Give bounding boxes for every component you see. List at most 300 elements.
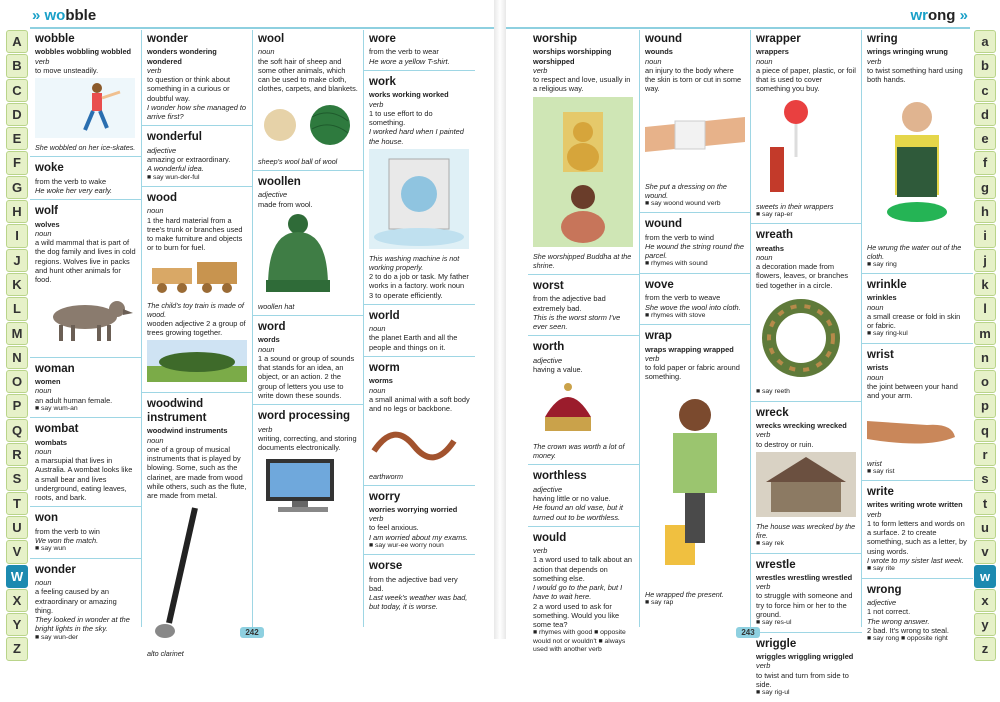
dictionary-entry <box>862 278 973 344</box>
pronunciation: ■ say wun <box>35 545 66 553</box>
headword: wrestle <box>756 558 796 571</box>
headword: wobble <box>35 33 75 45</box>
tab-O[interactable]: O <box>6 370 28 393</box>
left-alphabet-tabs <box>6 30 28 661</box>
dictionary-entry <box>528 340 639 465</box>
definition: from the adjective bad very bad. <box>369 574 458 593</box>
right-header <box>506 5 970 29</box>
wool-illustration <box>258 97 359 154</box>
tab-r[interactable]: r <box>974 443 996 466</box>
computer-illustration <box>258 455 359 517</box>
left-column-3 <box>252 30 364 627</box>
dictionary-entry <box>30 563 141 646</box>
right-page-number: 243 <box>736 627 760 638</box>
headword: won <box>35 512 58 525</box>
gutter <box>494 0 506 639</box>
tab-I[interactable]: I <box>6 224 28 247</box>
part-of-speech: noun <box>35 228 52 238</box>
definition: a wild mammal that is part of the dog family and lives in cold regions. Wolves live in packs and hunt other animals for food. <box>35 238 136 285</box>
dictionary-entry <box>30 204 141 357</box>
headword: wore <box>369 33 396 45</box>
word-forms: wrestles wrestling wrestled <box>756 572 853 582</box>
clarinet-illustration <box>147 503 248 645</box>
left-page <box>0 0 494 658</box>
part-of-speech: verb <box>35 56 50 66</box>
tab-f[interactable]: f <box>974 151 996 174</box>
dictionary-entry <box>364 32 475 71</box>
part-of-speech: noun <box>147 206 164 216</box>
part-of-speech: noun <box>867 302 884 312</box>
house-illustration <box>756 452 857 519</box>
word-forms: wrings wringing wrung <box>867 47 948 57</box>
word-forms: works working worked <box>369 90 449 100</box>
headword: wonderful <box>147 131 202 144</box>
tab-H[interactable]: H <box>6 200 28 223</box>
pronunciation: ■ say ring-kul <box>867 330 908 338</box>
definition: to destroy or ruin. <box>756 439 814 449</box>
tab-w[interactable]: w <box>974 565 996 588</box>
hat-illustration <box>258 212 359 299</box>
dictionary-entry <box>142 130 253 187</box>
word-forms: wriggles wriggling wriggled <box>756 652 854 662</box>
tab-p[interactable]: p <box>974 394 996 417</box>
definition: one of a group of musical instruments that is played by blowing. Some, such as the clarinet, are made from wood while others, such as the flute, are made from metal. <box>147 444 247 501</box>
definition: to respect and love, usually in a religious way. <box>533 75 631 94</box>
dictionary-entry <box>528 279 639 336</box>
headword: wriggle <box>756 637 797 650</box>
tab-B[interactable]: B <box>6 54 28 77</box>
definition: 1 to form letters and words on a surface. 2 to create something, such as a letter, by using words. <box>867 518 967 556</box>
tab-P[interactable]: P <box>6 394 28 417</box>
definition: 1 to use effort to do something. <box>369 108 433 127</box>
word-forms: wraps wrapping wrapped <box>645 344 734 354</box>
part-of-speech: adjective <box>533 355 563 365</box>
headword: woollen <box>258 175 301 188</box>
definition: to twist and turn from side to side. <box>756 670 849 689</box>
definition: a small crease or fold in skin or fabric. <box>867 311 961 331</box>
train-illustration <box>147 256 248 298</box>
pronunciation: ■ say wur-ee worry noun <box>369 541 444 549</box>
headword: wove <box>645 278 674 291</box>
caption: The child's toy train is made of wood. <box>147 300 244 319</box>
part-of-speech: adjective <box>147 145 177 155</box>
pronunciation: ■ rhymes with sound <box>645 260 708 268</box>
headword: wound <box>645 33 683 45</box>
dictionary-entry <box>30 422 141 507</box>
dictionary-entry <box>253 175 364 316</box>
part-of-speech: adjective <box>533 484 563 494</box>
tab-e[interactable]: e <box>974 127 996 150</box>
headword: woman <box>35 362 75 375</box>
tab-Q[interactable]: Q <box>6 419 28 442</box>
pronunciation: ■ say rist <box>867 467 895 475</box>
dictionary-entry <box>751 637 862 702</box>
definition: the joint between your hand and your arm. <box>867 381 958 401</box>
word-forms: worms <box>369 376 393 386</box>
part-of-speech: verb <box>756 430 771 440</box>
tab-j[interactable]: j <box>974 249 996 272</box>
left-column-1 <box>30 30 141 641</box>
example: I would go to the park, but I have to wait here. <box>533 583 623 602</box>
word-forms: wrinkles <box>867 293 897 303</box>
headword: wound <box>645 218 683 231</box>
dictionary-entry <box>862 348 973 481</box>
dictionary-entry <box>862 32 973 274</box>
right-guide-word: wrong » <box>910 7 968 24</box>
caption: The crown was worth a lot of money. <box>533 442 625 461</box>
pronunciation: ■ say rite <box>867 565 895 573</box>
example: He found an old vase, but it turned out to be worthless. <box>533 503 623 522</box>
wrapman-illustration <box>645 385 746 587</box>
caption: The house was wrecked by the fire. <box>756 522 856 541</box>
dictionary-entry <box>862 583 973 648</box>
example: A wonderful idea. <box>147 164 204 174</box>
headword: worm <box>369 361 400 374</box>
headword: wrinkle <box>867 279 907 292</box>
tab-M[interactable]: M <box>6 322 28 345</box>
tab-X[interactable]: X <box>6 589 28 612</box>
part-of-speech: verb <box>867 56 882 66</box>
headword: worth <box>533 341 565 354</box>
dictionary-entry <box>528 32 639 275</box>
caption: He wrapped the present. <box>645 589 724 599</box>
example: I wrote to my sister last week. <box>867 555 964 565</box>
part-of-speech: noun <box>35 446 52 456</box>
example: I am worried about my exams. <box>369 532 468 542</box>
right-column-2 <box>639 30 751 627</box>
caption: alto clarinet <box>147 648 184 658</box>
part-of-speech: verb <box>147 65 162 75</box>
tab-K[interactable]: K <box>6 273 28 296</box>
tab-l[interactable]: l <box>974 297 996 320</box>
wobble-illustration <box>35 78 136 140</box>
tab-q[interactable]: q <box>974 419 996 442</box>
tab-x[interactable]: x <box>974 589 996 612</box>
headword: wrap <box>645 330 672 343</box>
headword: woke <box>35 162 64 175</box>
pronunciation: ■ say reeth <box>756 388 790 396</box>
definition-2: 2 to do a job or task. My father works in a factory. work noun 3 to operate efficiently. <box>369 272 469 300</box>
word-forms: writes writing wrote written <box>867 500 963 510</box>
right-alphabet-tabs <box>974 30 996 661</box>
dictionary-entry <box>751 558 862 633</box>
tab-L[interactable]: L <box>6 297 28 320</box>
dictionary-entry <box>30 161 141 200</box>
headword: worse <box>369 560 403 573</box>
example: I worked hard when I painted the house. <box>369 127 464 146</box>
definition: to struggle with someone and try to force him or her to the ground. <box>756 591 853 619</box>
tab-Y[interactable]: Y <box>6 613 28 636</box>
word-forms: wrists <box>867 363 889 373</box>
right-column-4 <box>861 30 973 643</box>
part-of-speech: verb <box>756 582 771 592</box>
definition: a feeling caused by an extraordinary or amazing thing. <box>35 587 117 615</box>
word-forms: wrecks wrecking wrecked <box>756 421 847 431</box>
part-of-speech: noun <box>867 372 884 382</box>
definition: 1 a sound or group of sounds that stands for an idea, an object, or an action. 2 the group of letters you use to write down these sounds. <box>258 353 355 400</box>
headword: wrapper <box>756 33 801 45</box>
definition: a small animal with a soft body and no legs or backbone. <box>369 394 470 413</box>
part-of-speech: verb <box>867 509 882 519</box>
caption: sheep's wool ball of wool <box>258 156 338 166</box>
tab-d[interactable]: d <box>974 103 996 126</box>
dictionary-entry <box>253 409 364 524</box>
part-of-speech: verb <box>369 99 384 109</box>
definition: made from wool. <box>258 199 313 209</box>
example: We won the match. <box>35 535 99 545</box>
word-forms: women <box>35 377 61 386</box>
tab-A[interactable]: A <box>6 30 28 53</box>
tab-J[interactable]: J <box>6 249 28 272</box>
pronunciation: ■ rhymes with stove <box>645 311 706 319</box>
left-page-number: 242 <box>240 627 264 638</box>
part-of-speech: noun <box>258 47 275 57</box>
pronunciation: ■ say rong ■ opposite right <box>867 635 948 643</box>
headword: worst <box>533 279 564 292</box>
dictionary-entry <box>364 75 475 305</box>
tab-c[interactable]: c <box>974 79 996 102</box>
headword: wool <box>258 33 285 45</box>
headword: wrong <box>867 583 902 596</box>
wrist-illustration <box>867 403 968 455</box>
tab-W[interactable]: W <box>6 565 28 588</box>
word-forms: woodwind instruments <box>147 426 228 436</box>
pronunciation: ■ rhymes with good ■ opposite would not or wouldn't ■ always used with another verb <box>533 629 626 654</box>
definition: 1 not correct. <box>867 607 911 617</box>
trees-illustration <box>147 340 248 384</box>
example: The wrong answer. <box>867 616 930 626</box>
tab-D[interactable]: D <box>6 103 28 126</box>
part-of-speech: noun <box>369 385 386 395</box>
left-column-4 <box>363 30 475 627</box>
tab-y[interactable]: y <box>974 613 996 636</box>
dictionary-entry <box>142 32 253 126</box>
headword: wolf <box>35 205 58 218</box>
caption: She worshipped Buddha at the shrine. <box>533 251 632 270</box>
part-of-speech: adjective <box>867 598 897 608</box>
pronunciation: ■ say rig-ul <box>756 689 790 697</box>
word-forms: wobbles wobbling wobbled <box>35 47 132 57</box>
caption: wrist <box>867 458 882 468</box>
example: He wound the string round the parcel. <box>645 241 745 261</box>
part-of-speech: verb <box>258 424 273 434</box>
left-guide-word: » wobble <box>32 7 97 24</box>
headword: word processing <box>258 410 351 423</box>
tab-R[interactable]: R <box>6 443 28 466</box>
tab-n[interactable]: n <box>974 346 996 369</box>
example: He wore a yellow T-shirt. <box>369 56 450 66</box>
definition: having little or no value. <box>533 494 611 503</box>
worm-illustration <box>369 416 470 468</box>
dictionary-entry <box>253 32 364 171</box>
definition: from the verb to wear <box>369 47 439 57</box>
tab-t[interactable]: t <box>974 492 996 515</box>
pronunciation: ■ say wum-an <box>35 404 78 412</box>
dictionary-entry <box>640 329 751 611</box>
definition-2: 2 bad. It's wrong to steal. <box>867 625 949 635</box>
word-forms: wolves <box>35 219 60 229</box>
tab-b[interactable]: b <box>974 54 996 77</box>
part-of-speech: adjective <box>258 190 288 200</box>
tab-m[interactable]: m <box>974 322 996 345</box>
tab-T[interactable]: T <box>6 492 28 515</box>
lolly-illustration <box>756 97 857 199</box>
dictionary-entry <box>640 217 751 274</box>
tab-G[interactable]: G <box>6 176 28 199</box>
right-column-1 <box>528 30 639 654</box>
pronunciation: ■ say res-ul <box>756 619 792 627</box>
wreath-illustration <box>756 293 857 385</box>
example: He woke her very early. <box>35 186 113 195</box>
tab-N[interactable]: N <box>6 346 28 369</box>
definition: to question or think about something in a curious or doubtful way. <box>147 75 230 103</box>
headword: worry <box>369 490 401 503</box>
headword: worship <box>533 33 578 45</box>
definition-2: wooden adjective 2 a group of trees growing together. <box>147 318 246 338</box>
tab-F[interactable]: F <box>6 151 28 174</box>
definition: amazing or extraordinary. <box>147 155 231 164</box>
example: They looked in wonder at the bright lights in the sky. <box>35 615 130 634</box>
definition: to move unsteadily. <box>35 65 99 75</box>
dictionary-entry <box>142 191 253 393</box>
headword: wreath <box>756 229 794 242</box>
part-of-speech: verb <box>533 546 548 556</box>
definition: 1 a word used to talk about an action that depends on something else. <box>533 555 633 583</box>
dictionary-entry <box>30 511 141 558</box>
dictionary-entry <box>30 32 141 157</box>
word-forms: wonders wondering wondered <box>147 47 217 66</box>
tab-a[interactable]: a <box>974 30 996 53</box>
washer-illustration <box>369 149 470 251</box>
dictionary-entry <box>751 228 862 401</box>
headword: wombat <box>35 423 79 436</box>
tab-v[interactable]: v <box>974 540 996 563</box>
dictionary-entry <box>862 485 973 579</box>
tab-E[interactable]: E <box>6 127 28 150</box>
headword: wonder <box>35 563 76 576</box>
right-column-3 <box>750 30 862 697</box>
tab-U[interactable]: U <box>6 516 28 539</box>
definition: a piece of paper, plastic, or foil that is used to cover something you buy. <box>756 65 856 94</box>
caption: She put a dressing on the wound. <box>645 181 727 200</box>
dictionary-entry <box>528 531 639 659</box>
headword: wreck <box>756 406 789 419</box>
tab-s[interactable]: s <box>974 467 996 490</box>
headword: wring <box>867 33 898 45</box>
dictionary-entry <box>30 362 141 419</box>
part-of-speech: noun <box>756 56 773 66</box>
dictionary-entry <box>364 361 475 486</box>
pronunciation: ■ say rap-er <box>756 210 793 218</box>
example: Last week's weather was bad, but today, it is worse. <box>369 593 468 612</box>
part-of-speech: noun <box>35 386 52 396</box>
definition: having a value. <box>533 364 583 374</box>
word-forms: words <box>258 335 280 345</box>
part-of-speech: verb <box>369 514 384 524</box>
tab-o[interactable]: o <box>974 370 996 393</box>
definition: from the verb to win <box>35 526 100 536</box>
headword: would <box>533 531 567 544</box>
tab-g[interactable]: g <box>974 176 996 199</box>
definition: writing, correcting, and storing documents electronically. <box>258 433 357 452</box>
definition: an injury to the body where the skin is torn or cut in some way. <box>645 65 742 94</box>
tab-k[interactable]: k <box>974 273 996 296</box>
dictionary-entry <box>364 559 475 615</box>
buddha-illustration <box>533 97 634 249</box>
caption: This washing machine is not working properly. <box>369 254 460 272</box>
headword: word <box>258 321 286 333</box>
definition: to fold paper or fabric around something. <box>645 363 740 382</box>
pronunciation: ■ say wun-der-ful <box>147 173 200 181</box>
part-of-speech: noun <box>35 578 52 588</box>
dictionary-entry <box>364 309 475 357</box>
example: This is the worst storm I've ever seen. <box>533 312 621 331</box>
headword: wonder <box>147 33 188 45</box>
caption: woollen hat <box>258 302 295 311</box>
definition: the soft hair of sheep and some other animals, which can be used to make cloth, clothes, carpets, and blankets. <box>258 56 358 94</box>
tab-z[interactable]: z <box>974 637 996 660</box>
pronunciation: ■ say wun-der <box>35 633 79 641</box>
crown-illustration <box>533 377 634 439</box>
part-of-speech: noun <box>756 252 773 262</box>
definition: a decoration made from flowers, leaves, or branches tied together in a circle. <box>756 262 849 290</box>
part-of-speech: noun <box>147 435 164 445</box>
definition: from the verb to wind <box>645 232 715 242</box>
wringer-illustration <box>867 87 968 239</box>
definition: the planet Earth and all the people and things on it. <box>369 333 458 352</box>
part-of-speech: verb <box>756 661 771 671</box>
tab-u[interactable]: u <box>974 516 996 539</box>
tab-h[interactable]: h <box>974 200 996 223</box>
definition-2: 2 a word used to ask for something. Would you like some tea? <box>533 601 620 630</box>
tab-S[interactable]: S <box>6 467 28 490</box>
headword: world <box>369 309 400 322</box>
left-header <box>30 5 494 29</box>
dictionary-entry <box>528 469 639 526</box>
word-forms: wreaths <box>756 243 784 253</box>
headword: write <box>867 486 894 499</box>
headword: worthless <box>533 470 587 483</box>
headword: wood <box>147 191 178 204</box>
headword: work <box>369 75 396 88</box>
tab-C[interactable]: C <box>6 79 28 102</box>
part-of-speech: noun <box>645 56 662 66</box>
word-forms: wombats <box>35 437 68 447</box>
pronunciation: ■ say rap <box>645 598 674 606</box>
dictionary-entry <box>142 397 253 662</box>
definition: from the verb to weave <box>645 293 721 303</box>
definition: a marsupial that lives in Australia. A wombat looks like a small bear and lives underground, eating leaves, roots, and bark. <box>35 456 133 503</box>
right-page <box>506 0 1000 697</box>
definition: 1 the hard material from a tree's trunk or branches used to make furniture and objects or to burn for fuel. <box>147 215 243 253</box>
definition: an adult human female. <box>35 395 113 405</box>
caption: earthworm <box>369 471 403 481</box>
tab-V[interactable]: V <box>6 540 28 563</box>
part-of-speech: verb <box>645 353 660 363</box>
word-forms: worships worshipping worshipped <box>533 47 612 66</box>
wolf-illustration <box>35 287 136 349</box>
word-forms: wrappers <box>756 47 789 57</box>
example: She wove the wool into cloth. <box>645 302 741 312</box>
part-of-speech: noun <box>369 324 386 334</box>
headword: woodwind instrument <box>147 397 207 424</box>
tab-Z[interactable]: Z <box>6 637 28 660</box>
part-of-speech: verb <box>533 65 548 75</box>
definition: to feel anxious. <box>369 523 419 533</box>
dictionary-entry <box>751 32 862 224</box>
tab-i[interactable]: i <box>974 224 996 247</box>
bandage-illustration <box>645 97 746 179</box>
